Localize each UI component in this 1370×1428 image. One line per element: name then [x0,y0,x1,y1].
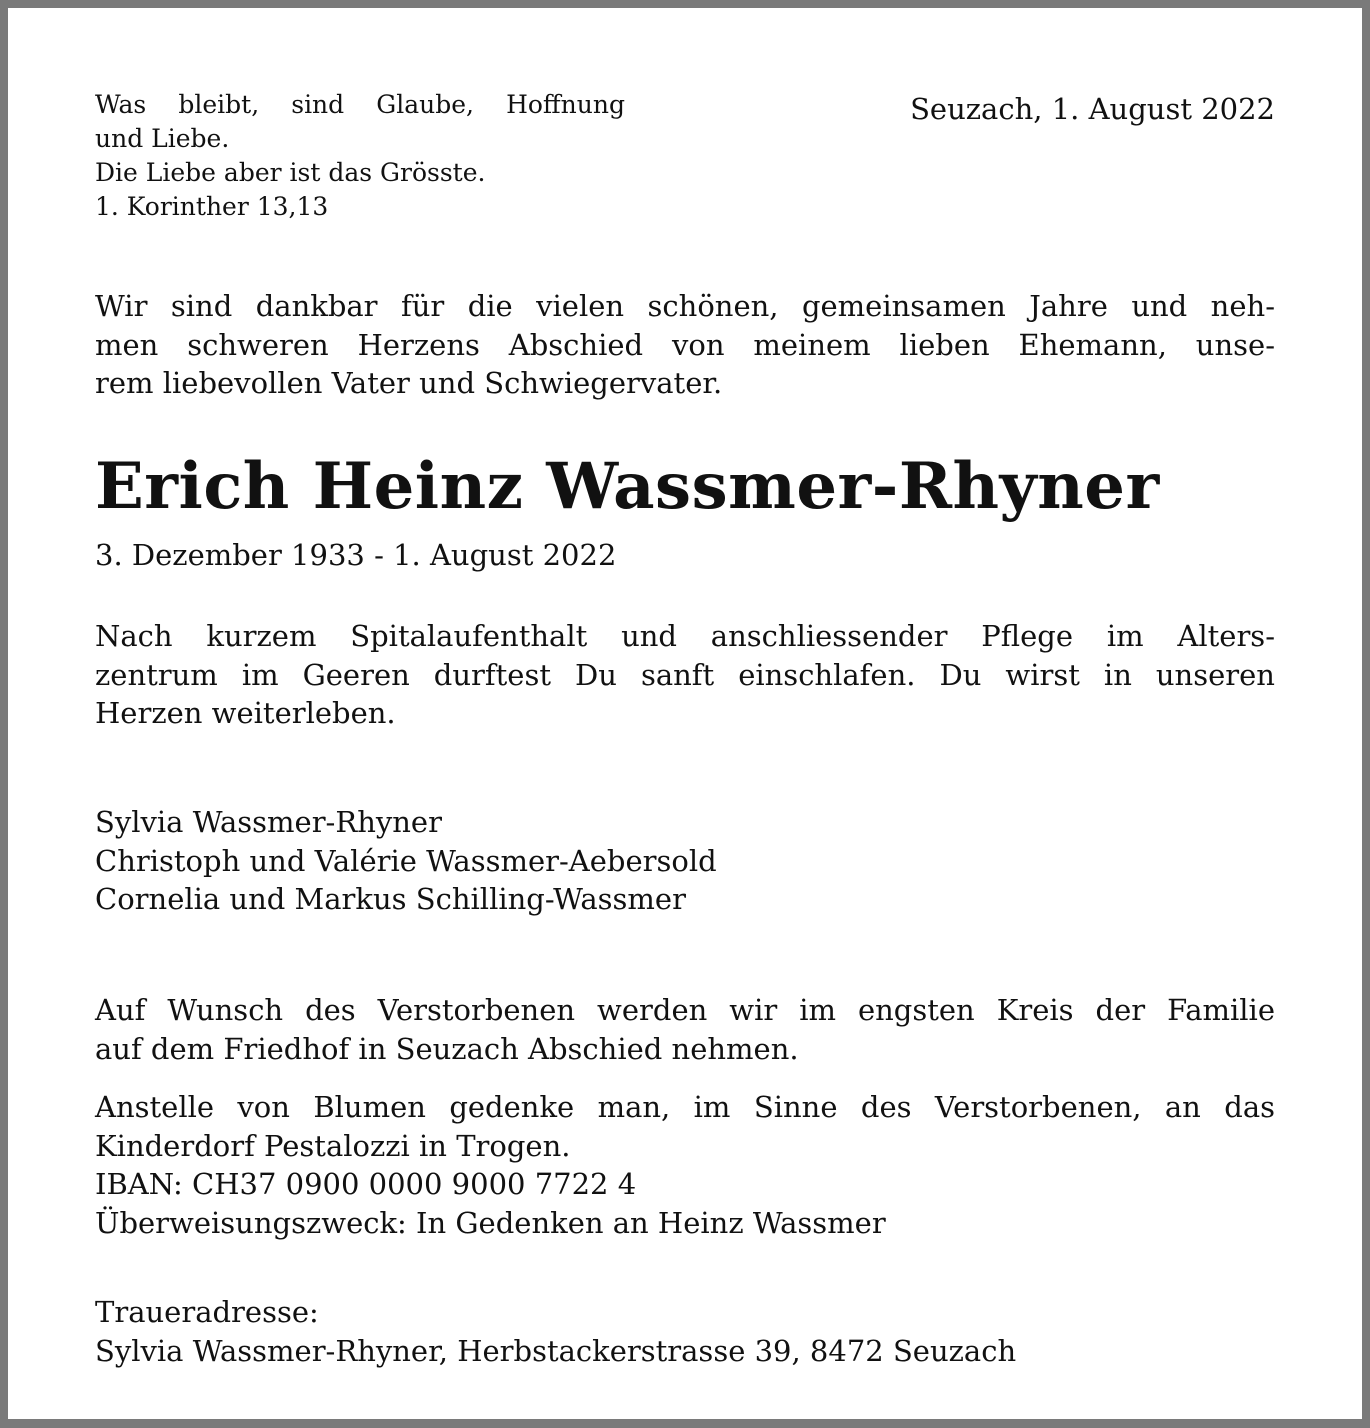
text-line: auf dem Friedhof in Seuzach Abschied nehmen. [95,1031,799,1066]
funeral-paragraph [95,991,1275,1068]
passing-paragraph [95,617,1275,733]
intro-paragraph [95,287,1275,403]
donation-paragraph [95,1088,1275,1242]
obituary-page [8,8,1362,1419]
address-value: Sylvia Wassmer-Rhyner, Herbstackerstrasse 39, 8472 Seuzach [95,1333,1017,1368]
quote-line: Was bleibt, sind Glaube, Hoffnung [95,90,625,119]
quote-line: und Liebe. [95,124,230,153]
text-line: Herzen weiterleben. [95,696,396,730]
deceased-name: Erich Heinz Wassmer-Rhyner [95,449,1160,524]
family-list [95,803,1275,919]
place-date: Seuzach, 1. August 2022 [910,92,1275,126]
text-line: Anstelle von Blumen gedenke man, im Sinne des Verstorbenen, an das [95,1090,1275,1124]
bible-quote [95,88,625,224]
text-line: Nach kurzem Spitalaufenthalt und anschliessender Pflege im Alters- [95,619,1275,653]
text-line: Kinderdorf Pestalozzi in Trogen. [95,1128,571,1163]
quote-line: Die Liebe aber ist das Grösste. [95,158,486,187]
family-member: Christoph und Valérie Wassmer-Aebersold [95,843,717,878]
iban: IBAN: CH37 0900 0000 9000 7722 4 [95,1167,637,1201]
transfer-purpose: Überweisungszweck: In Gedenken an Heinz Wassmer [95,1205,886,1240]
family-member: Sylvia Wassmer-Rhyner [95,805,442,839]
text-line: zentrum im Geeren durftest Du sanft einschlafen. Du wirst in unseren [95,657,1275,692]
life-dates: 3. Dezember 1933 - 1. August 2022 [95,538,617,572]
family-member: Cornelia und Markus Schilling-Wassmer [95,882,686,916]
text-line: Auf Wunsch des Verstorbenen werden wir im engsten Kreis der Familie [95,993,1275,1027]
text-line: Wir sind dankbar für die vielen schönen, gemeinsamen Jahre und neh- [95,289,1275,323]
text-line: men schweren Herzens Abschied von meinem lieben Ehemann, unse- [95,327,1275,362]
quote-reference: 1. Korinther 13,13 [95,192,329,221]
address-label: Traueradresse: [95,1295,319,1329]
text-line: rem liebevollen Vater und Schwiegervater. [95,366,723,400]
mourning-address [95,1293,1275,1370]
